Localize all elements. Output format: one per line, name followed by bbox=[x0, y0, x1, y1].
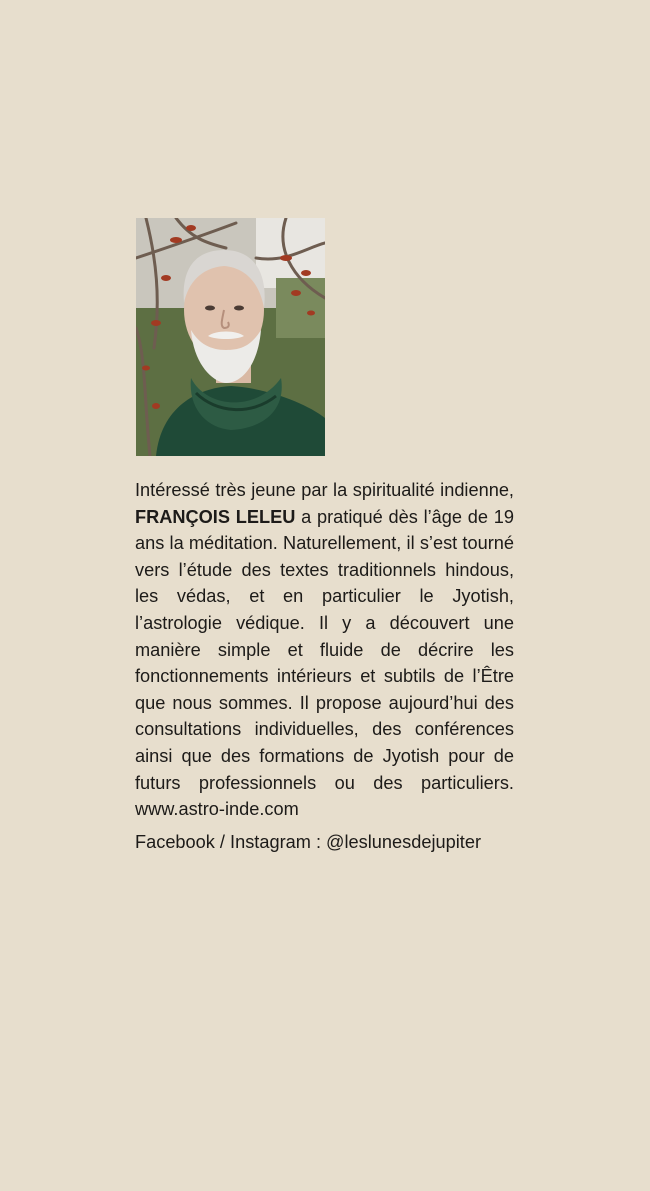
website-link[interactable]: www.astro-inde.com bbox=[135, 799, 299, 820]
bio-body-text: a pratiqué dès l’âge de 19 ans la méditation. Naturellement, il s’est tourné vers l’étude des textes traditionnels hindous, les védas, et en particulier le Jyotish, l’astrologie védique. Il y a découvert une manière simple et fluide de décrire les fonctionnements intérieurs et subtils de l’Être que nous sommes. Il propose aujourd’hui des consultations individuelles, des conférences ainsi que des formations de Jyotish pour de futurs professionnels ou des particuliers. bbox=[135, 506, 514, 793]
author-photo bbox=[136, 218, 325, 456]
author-portrait-image bbox=[136, 218, 325, 456]
social-handles: Facebook / Instagram : @leslunesdejupiter bbox=[135, 832, 482, 852]
bio-intro-text: Intéressé très jeune par la spiritualité indienne, bbox=[135, 480, 514, 500]
author-bio bbox=[135, 477, 514, 823]
author-name: FRANÇOIS LELEU bbox=[135, 506, 296, 527]
